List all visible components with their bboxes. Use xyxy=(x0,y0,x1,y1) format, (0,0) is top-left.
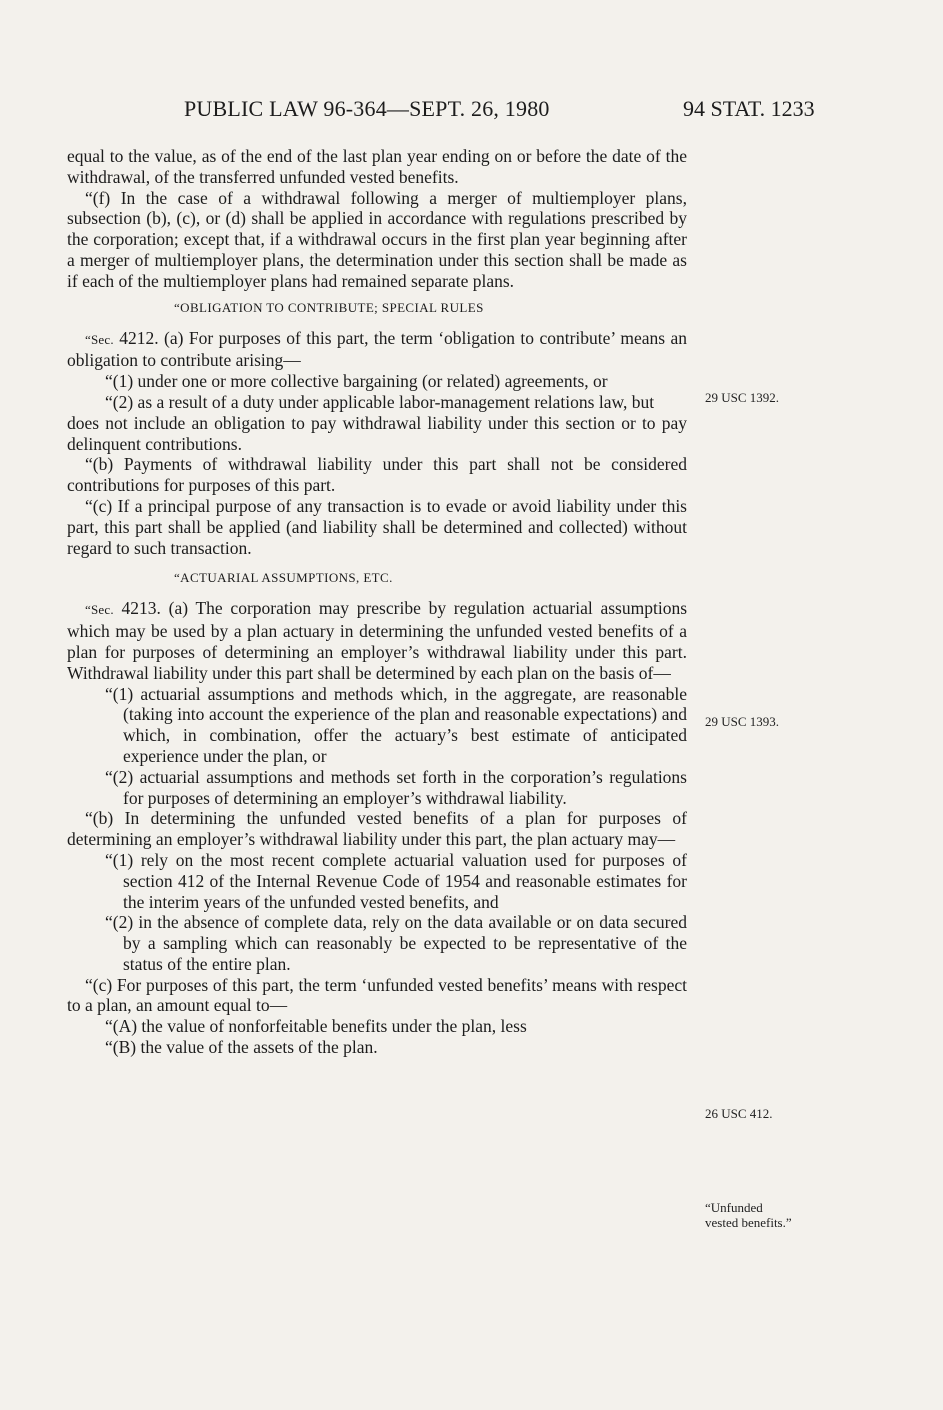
sec-label: “Sec. xyxy=(85,602,114,618)
margin-note-29-usc-1392: 29 USC 1392. xyxy=(705,390,780,405)
sec-label: “Sec. xyxy=(85,331,114,347)
section-4213-a-text: 4213. (a) The corporation may prescribe by regulation actuarial assumptions which may be used by a plan actuary in determining the unfunded vested benefits of a plan for purposes of determining an employer’s withdrawal liability under this part. Withdrawal liability under this part shall be determined by each plan on the basis of— xyxy=(67,598,687,683)
section-4212-c: “(c) If a principal purpose of any transaction is to evade or avoid liability under this part, this part shall be applied (and liability shall be determined and collected) without regard to such transaction. xyxy=(67,495,687,558)
section-4213-c-A: “(A) the value of nonforfeitable benefits under the plan, less xyxy=(105,1016,527,1037)
margin-note-unfunded-vested-benefits xyxy=(705,1200,792,1230)
section-4213-a xyxy=(67,598,687,683)
section-4213-a-2: “(2) actuarial assumptions and methods set forth in the corporation’s regulations for purposes of determining an employer’s withdrawal liability. xyxy=(105,766,687,808)
margin-note-line: “Unfunded xyxy=(705,1200,763,1215)
section-4213-b-1: “(1) rely on the most recent complete actuarial valuation used for purposes of section 412 of the Internal Revenue Code of 1954 and reasonable estimates for the interim years of the unfunded vested benefits, and xyxy=(105,849,687,912)
section-4212-a-tail: does not include an obligation to pay withdrawal liability under this section or to pay delinquent contributions. xyxy=(67,412,687,454)
section-4213-b: “(b) In determining the unfunded vested benefits of a plan for purposes of determining an employer’s withdrawal liability under this part, the plan actuary may— xyxy=(67,808,687,850)
margin-note-line: vested benefits.” xyxy=(705,1215,792,1230)
section-4212-a-2: “(2) as a result of a duty under applicable labor-management relations law, but xyxy=(105,391,655,412)
section-4213-c-B: “(B) the value of the assets of the plan. xyxy=(105,1037,378,1058)
section-4213-a-1: “(1) actuarial assumptions and methods which, in the aggregate, are reasonable (taking into account the experience of the plan and reasonable expectations) and which, in combination, offer the actuary’s best estimate of anticipated experience under the plan, or xyxy=(105,683,687,766)
running-header-page-ref: 94 STAT. 1233 xyxy=(683,96,815,121)
paragraph-subsection-f: “(f) In the case of a withdrawal following a merger of multiemployer plans, subsection (b), (c), or (d) shall be applied in accordance with regulations prescribed by the corporation; except that, if a withdrawal occurs in the first plan year beginning after a merger of multiemployer plans, the determination under this section shall be made as if each of the multiemployer plans had remained separate plans. xyxy=(67,187,687,291)
margin-note-29-usc-1393: 29 USC 1393. xyxy=(705,714,780,729)
paragraph-continued: equal to the value, as of the end of the last plan year ending on or before the date of the withdrawal, of the transferred unfunded vested benefits. xyxy=(67,146,687,187)
main-text-column xyxy=(67,146,687,1058)
section-4213-c: “(c) For purposes of this part, the term ‘unfunded vested benefits’ means with respect to a plan, an amount equal to— xyxy=(67,974,687,1016)
section-4213-b-2: “(2) in the absence of complete data, rely on the data available or on data secured by a sampling which can reasonably be expected to be representative of the status of the entire plan. xyxy=(105,912,687,974)
running-header-title: PUBLIC LAW 96-364—SEPT. 26, 1980 xyxy=(184,96,550,121)
margin-note-26-usc-412: 26 USC 412. xyxy=(705,1106,773,1121)
section-4212-a-text: 4212. (a) For purposes of this part, the term ‘obligation to contribute’ means an obligation to contribute arising— xyxy=(67,327,687,371)
section-4212-b: “(b) Payments of withdrawal liability under this part shall not be considered contributions for purposes of this part. xyxy=(67,454,687,496)
section-4212-a-1: “(1) under one or more collective bargaining (or related) agreements, or xyxy=(105,371,608,392)
section-heading-obligation: “OBLIGATION TO CONTRIBUTE; SPECIAL RULES xyxy=(174,299,484,315)
section-4212-a xyxy=(67,328,687,372)
section-heading-actuarial: “ACTUARIAL ASSUMPTIONS, ETC. xyxy=(174,570,393,586)
